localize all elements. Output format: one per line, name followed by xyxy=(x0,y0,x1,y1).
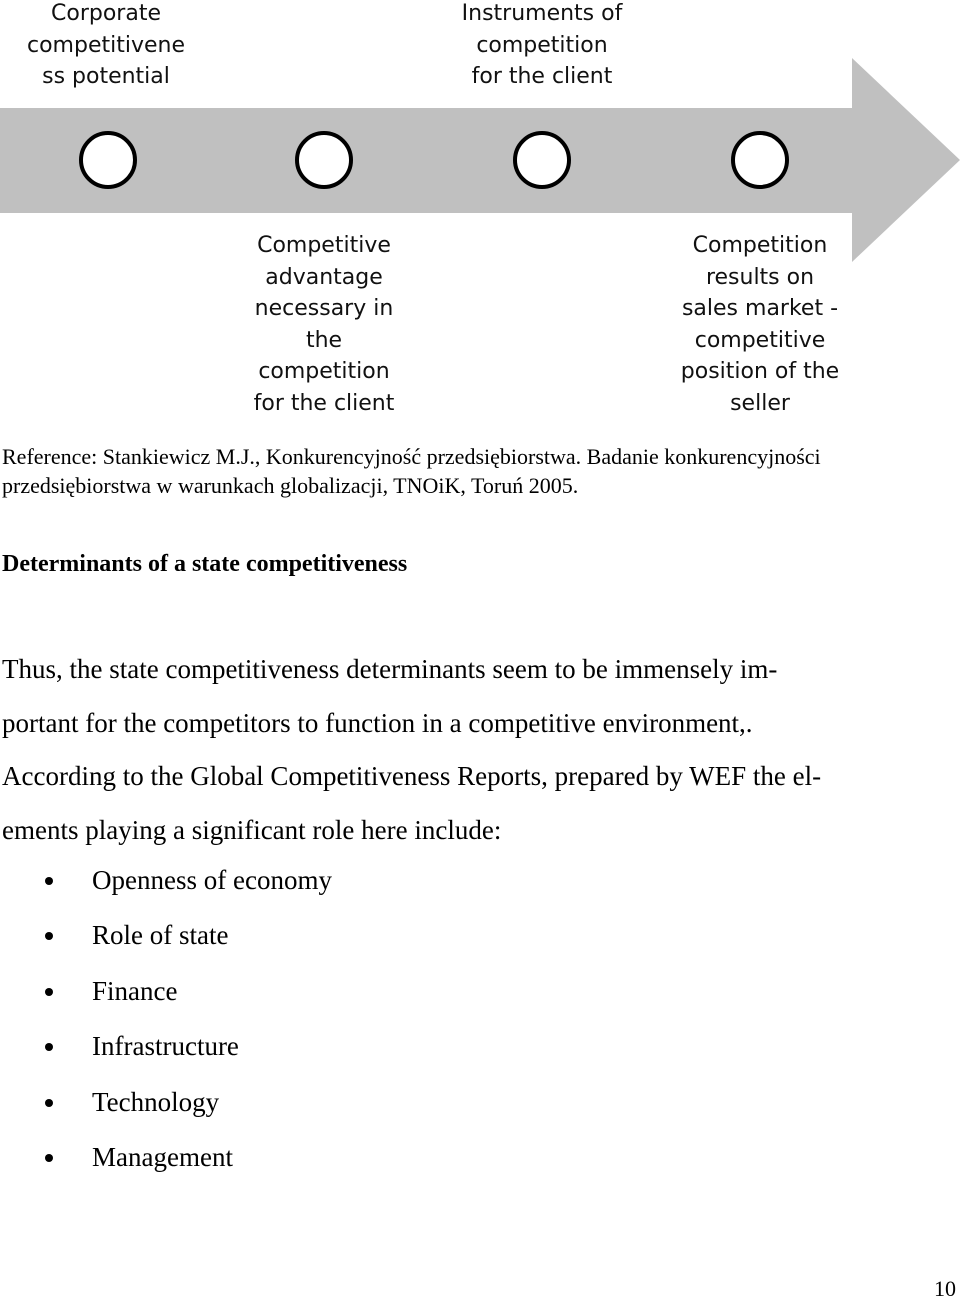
bullet-dot-icon xyxy=(45,1043,53,1051)
list-item xyxy=(0,1019,332,1074)
page-number: 10 xyxy=(934,1276,956,1301)
list-item-label: Finance xyxy=(92,975,178,1006)
list-item-label: Technology xyxy=(92,1086,220,1117)
flow-node-3 xyxy=(515,133,569,187)
list-item xyxy=(0,908,332,963)
bullet-dot-icon xyxy=(45,1099,53,1107)
flow-node-4 xyxy=(733,133,787,187)
bullet-dot-icon xyxy=(45,1154,53,1162)
body-paragraph: Thus, the state competitiveness determinants seem to be immensely im- portant for the competitors to function in a competitive environment,. According to the Global Competitiveness Reports, prepared by WEF the el- ements playing a significant role here include: xyxy=(2,654,822,846)
flow-node-2 xyxy=(297,133,351,187)
list-item-label: Infrastructure xyxy=(92,1031,239,1062)
bullet-dot-icon xyxy=(45,988,53,996)
list-item xyxy=(0,1075,332,1130)
bullet-dot-icon xyxy=(45,932,53,940)
label-competition-results: Competition results on sales market - competitive position of the seller xyxy=(680,233,840,416)
list-item-label: Openness of economy xyxy=(92,865,332,895)
list-item xyxy=(0,853,332,908)
competitiveness-flow-diagram xyxy=(0,0,960,420)
list-item-label: Management xyxy=(92,1141,233,1172)
list-item xyxy=(0,964,332,1019)
determinants-list xyxy=(0,853,332,1185)
flow-node-1 xyxy=(81,133,135,187)
list-item-label: Role of state xyxy=(92,920,229,951)
list-item xyxy=(0,1130,332,1185)
label-competitive-advantage: Competitive advantage necessary in the competition for the client xyxy=(253,233,395,416)
section-heading: Determinants of a state competitiveness xyxy=(2,551,408,577)
bullet-dot-icon xyxy=(45,877,53,885)
label-instruments-of-competition: Instruments of competition for the client xyxy=(461,1,623,89)
figure-reference: Reference: Stankiewicz M.J., Konkurencyjność przedsiębiorstwa. Badanie konkurencyjności przedsiębiorstwa w warunkach globalizacji, TNOiK, Toruń 2005. xyxy=(2,444,821,498)
label-corporate-potential: Corporate competitivene ss potential xyxy=(27,1,185,89)
